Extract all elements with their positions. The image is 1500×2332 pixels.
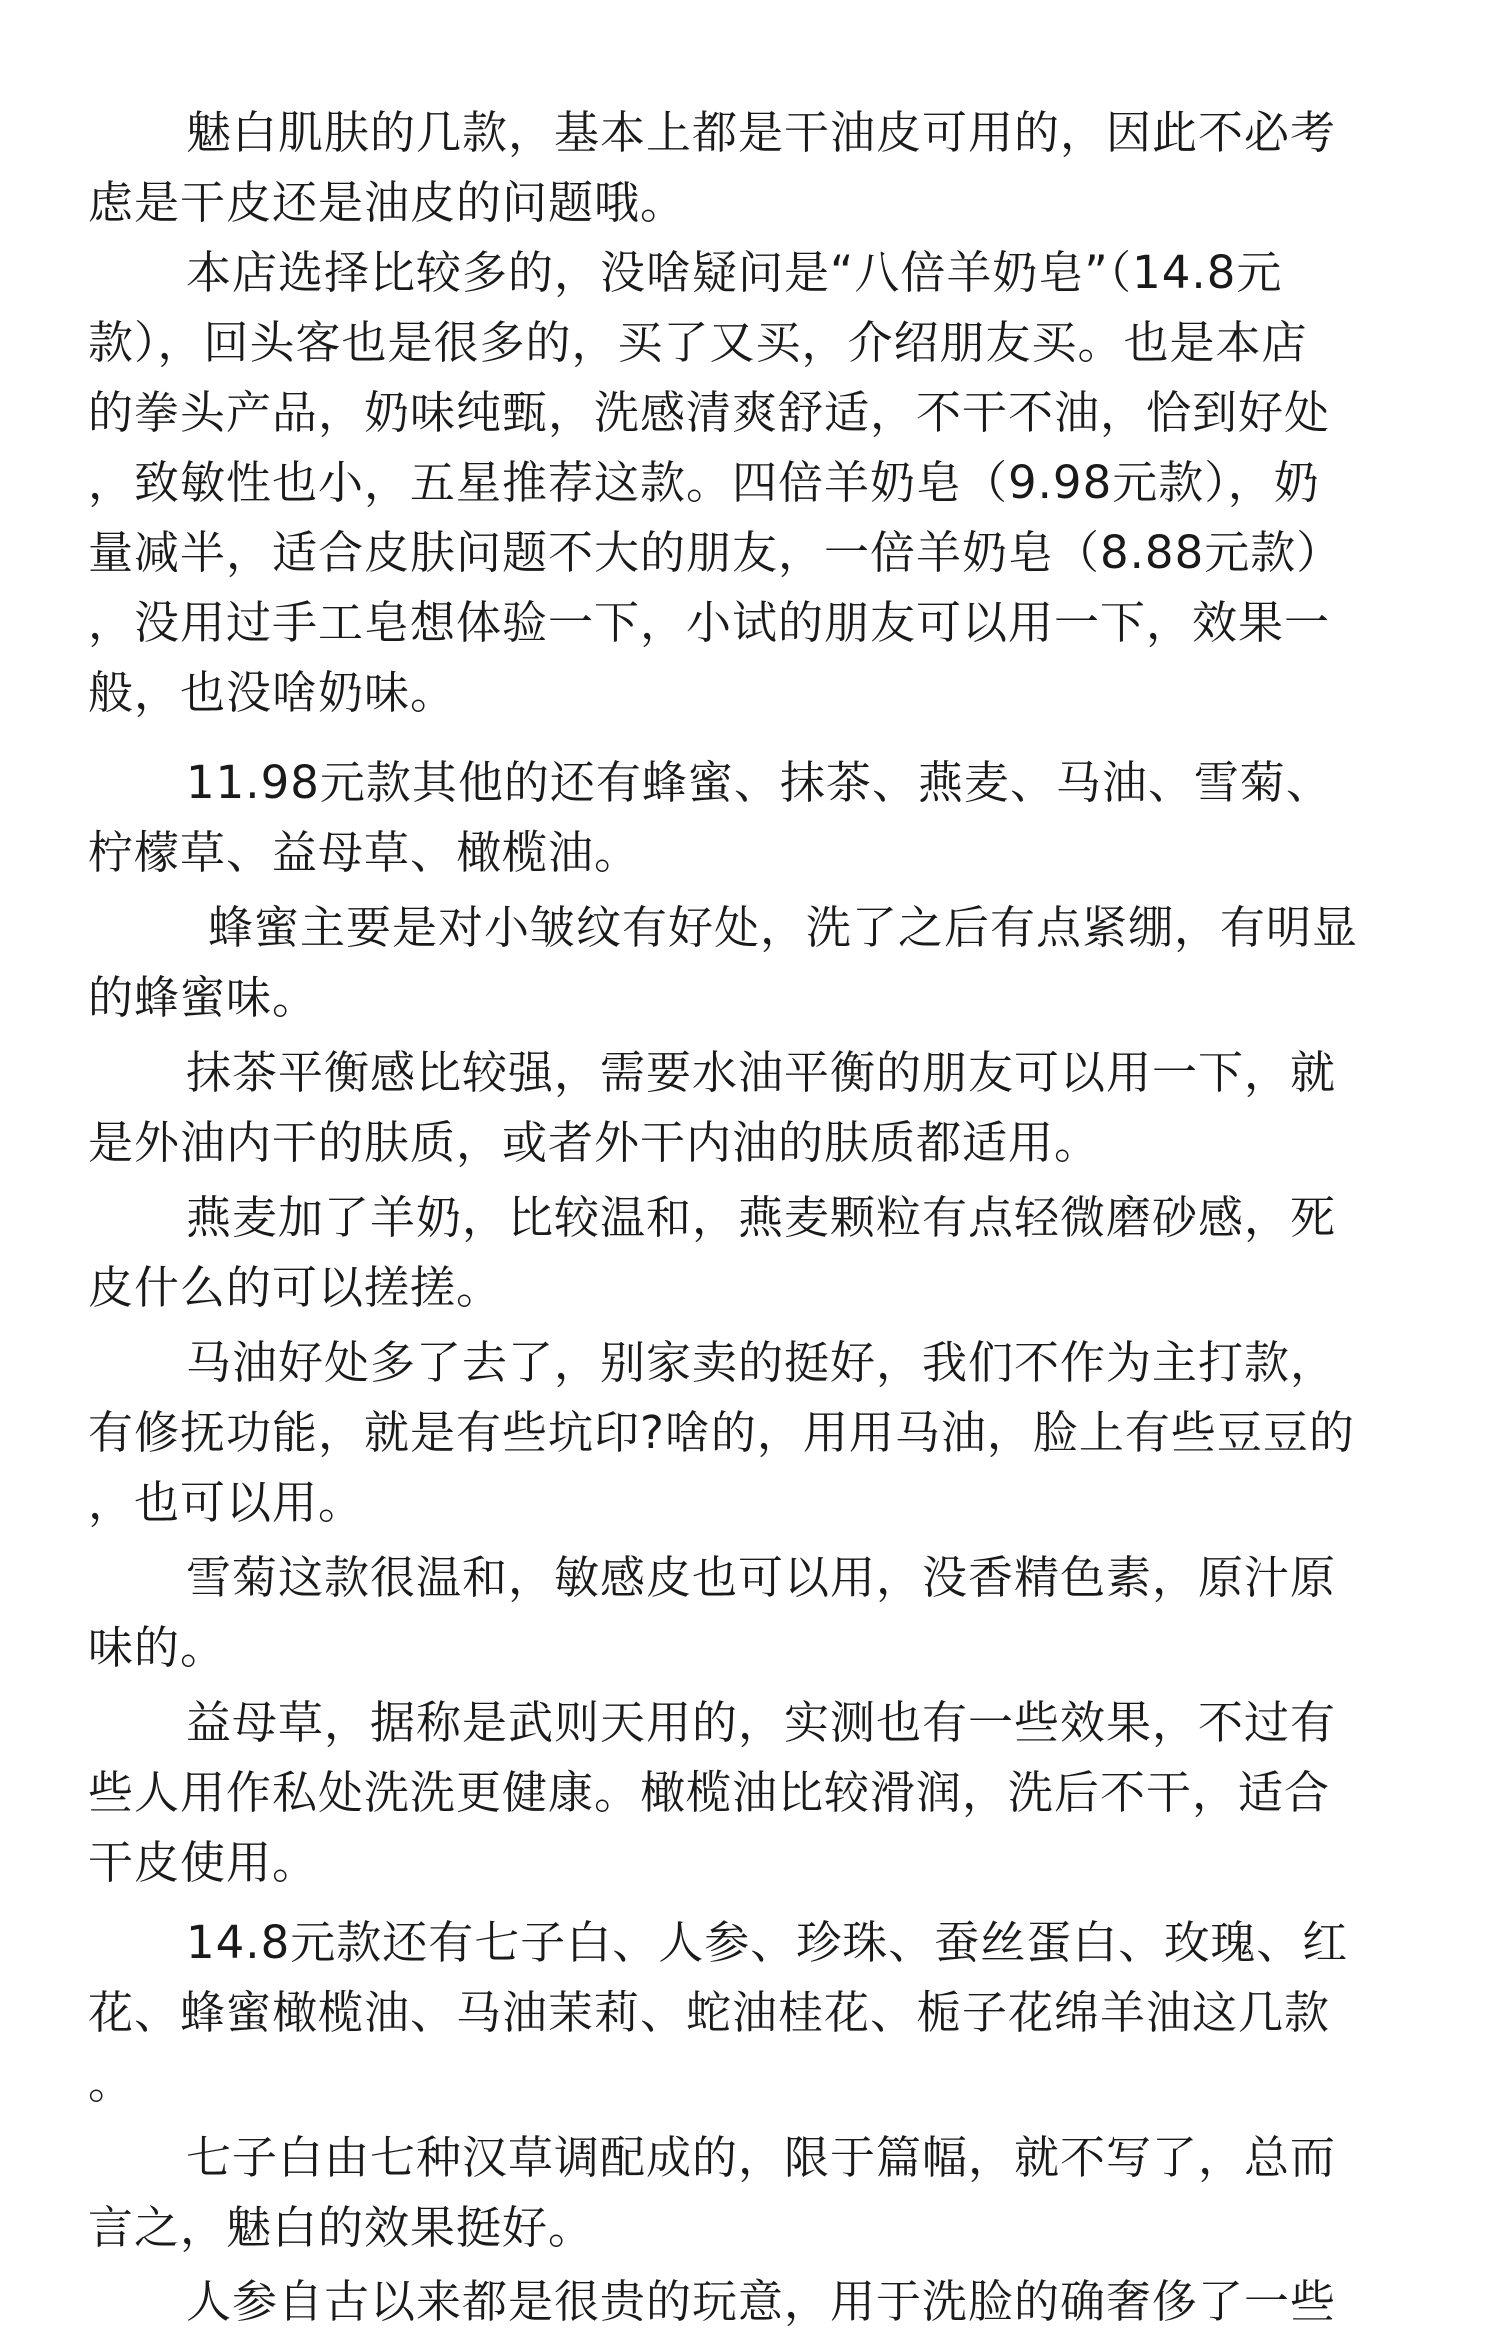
text-line: ，没用过手工皂想体验一下，小试的朋友可以用一下，效果一 [88, 596, 1331, 649]
text-line: 款），回头客也是很多的，买了又买，介绍朋友买。也是本店 [88, 316, 1308, 369]
text-line: 蜂蜜主要是对小皱纹有好处，洗了之后有点紧绷，有明显 [208, 901, 1359, 954]
text-line: 雪菊这款很温和，敏感皮也可以用，没香精色素，原汁原 [186, 1551, 1337, 1604]
text-line: 的拳头产品，奶味纯甄，洗感清爽舒适，不干不油，恰到好处 [88, 386, 1331, 439]
text-line: 益母草，据称是武则天用的，实测也有一些效果，不过有 [186, 1696, 1337, 1749]
text-line: 柠檬草、益母草、橄榄油。 [88, 826, 641, 879]
text-line: 14.8元款还有七子白、人参、珍珠、蚕丝蛋白、玫瑰、红 [186, 1916, 1349, 1969]
text-line: 些人用作私处洗洗更健康。橄榄油比较滑润，洗后不干，适合 [88, 1766, 1331, 1819]
text-line: ，致敏性也小，五星推荐这款。四倍羊奶皂（9.98元款），奶 [88, 456, 1320, 509]
text-line: ，也可以用。 [88, 1476, 365, 1529]
text-line: 抹茶平衡感比较强，需要水油平衡的朋友可以用一下，就 [186, 1046, 1337, 1099]
text-line: 有修抚功能，就是有些坑印?啥的，用用马油，脸上有些豆豆的 [88, 1406, 1355, 1459]
text-line: 皮什么的可以搓搓。 [88, 1261, 503, 1314]
text-line: 燕麦加了羊奶，比较温和，燕麦颗粒有点轻微磨砂感，死 [186, 1191, 1337, 1244]
text-line: 干皮使用。 [88, 1836, 319, 1889]
text-line: 花、蜂蜜橄榄油、马油茉莉、蛇油桂花、栀子花绵羊油这几款 [88, 1986, 1331, 2039]
text-line: 味的。 [88, 1621, 227, 1674]
text-line: 。 [88, 2056, 135, 2109]
text-line: 般，也没啥奶味。 [88, 666, 457, 719]
text-line: 的蜂蜜味。 [88, 971, 319, 1024]
text-line: 虑是干皮还是油皮的问题哦。 [88, 176, 687, 229]
text-line: 马油好处多了去了，别家卖的挺好，我们不作为主打款， [186, 1336, 1337, 1389]
text-line: 11.98元款其他的还有蜂蜜、抹茶、燕麦、马油、雪菊、 [186, 756, 1332, 809]
text-line: 七子白由七种汉草调配成的，限于篇幅，就不写了，总而 [186, 2131, 1337, 2184]
text-line: 人参自古以来都是很贵的玩意，用于洗脸的确奢侈了一些 [186, 2275, 1337, 2328]
text-line: 是外油内干的肤质，或者外干内油的肤质都适用。 [88, 1116, 1101, 1169]
text-line: 魅白肌肤的几款，基本上都是干油皮可用的，因此不必考 [186, 106, 1337, 159]
text-line: 言之，魅白的效果挺好。 [88, 2201, 595, 2254]
text-line: 量减半，适合皮肤问题不大的朋友，一倍羊奶皂（8.88元款） [88, 526, 1343, 579]
text-line: 本店选择比较多的，没啥疑问是“八倍羊奶皂”（14.8元 [186, 246, 1283, 299]
